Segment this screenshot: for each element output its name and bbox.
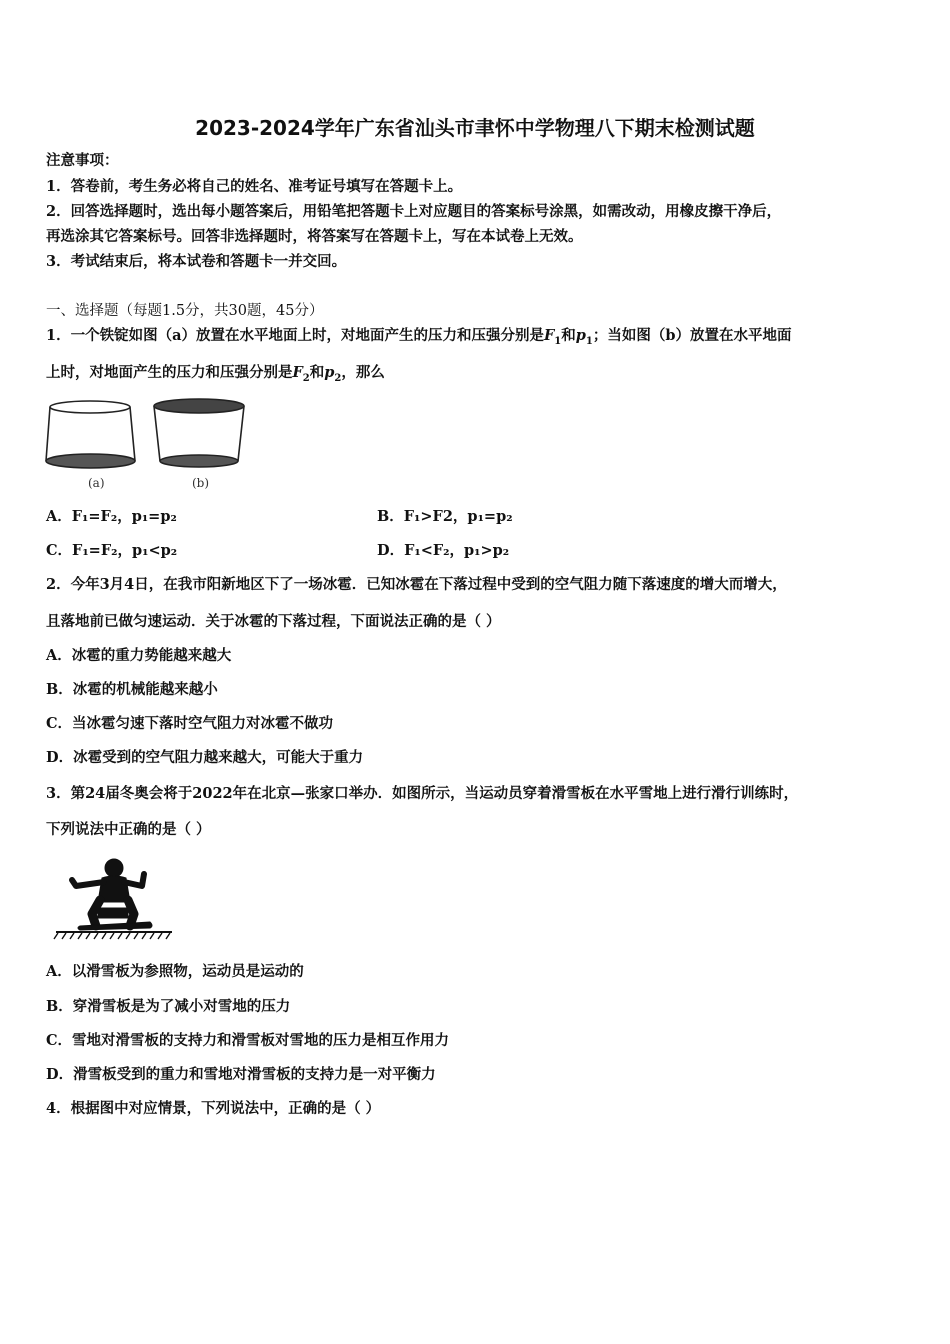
frustum-b — [154, 399, 244, 467]
q1-line1: 1．一个铁锭如图（a）放置在水平地面上时，对地面产生的压力和压强分别是$F_1$和$p_1$；当如图（b）放置在水平地面 — [46, 327, 792, 347]
section-heading: 一、选择题（每题1.5分，共30题，45分） — [46, 303, 324, 319]
q2-option-a[interactable]: A．冰雹的重力势能越来越大 — [46, 647, 232, 664]
page-title: 2023-2024学年广东省汕头市聿怀中学物理八下期末检测试题 — [195, 116, 755, 140]
q3-option-d[interactable]: D．滑雪板受到的重力和雪地对滑雪板的支持力是一对平衡力 — [46, 1066, 436, 1083]
q1-option-c[interactable]: C．F₁=F₂，p₁<p₂ — [46, 542, 178, 559]
q2-line1: 2．今年3月4日，在我市阳新地区下了一场冰雹．已知冰雹在下落过程中受到的空气阻力随下落速度的增大而增大， — [46, 576, 787, 593]
q2-option-b[interactable]: B．冰雹的机械能越来越小 — [46, 681, 218, 698]
notice-heading: 注意事项： — [46, 152, 119, 169]
q3-option-c[interactable]: C．雪地对滑雪板的支持力和滑雪板对雪地的压力是相互作用力 — [46, 1032, 450, 1049]
notice-item: 2．回答选择题时，选出每小题答案后，用铅笔把答题卡上对应题目的答案标号涂黑，如需改动，用橡皮擦干净后， — [46, 203, 782, 220]
q1-option-a[interactable]: A．F₁=F₂，p₁=p₂ — [46, 508, 177, 525]
q3-option-b[interactable]: B．穿滑雪板是为了减小对雪地的压力 — [46, 998, 291, 1015]
q3-line2: 下列说法中正确的是（ ） — [46, 821, 211, 838]
q1-line2: 上时，对地面产生的压力和压强分别是$F_2$和$p_2$，那么 — [46, 364, 385, 384]
q2-line2: 且落地前已做匀速运动．关于冰雹的下落过程，下面说法正确的是（ ） — [46, 613, 501, 630]
q1-option-b[interactable]: B．F₁>F2，p₁=p₂ — [377, 508, 513, 525]
q2-option-c[interactable]: C．当冰雹匀速下落时空气阻力对冰雹不做功 — [46, 715, 334, 732]
fig-label-a: (a) — [88, 476, 105, 490]
q3-line1: 3．第24届冬奥会将于2022年在北京—张家口举办．如图所示，当运动员穿着滑雪板在水平雪地上进行滑行训练时， — [46, 785, 799, 802]
frustum-a — [46, 401, 135, 468]
fig-label-b: (b) — [192, 476, 210, 490]
notice-item: 1．答卷前，考生务必将自己的姓名、准考证号填写在答题卡上。 — [46, 178, 463, 195]
frustum-figure — [44, 397, 249, 493]
notice-item: 再选涂其它答案标号。回答非选择题时，将答案写在答题卡上，写在本试卷上无效。 — [46, 228, 583, 245]
q1-option-d[interactable]: D．F₁<F₂，p₁>p₂ — [377, 542, 510, 559]
q3-option-a[interactable]: A．以滑雪板为参照物，运动员是运动的 — [46, 963, 304, 980]
q4-line1: 4．根据图中对应情景，下列说法中，正确的是（ ） — [46, 1100, 381, 1117]
notice-item: 3．考试结束后，将本试卷和答题卡一并交回。 — [46, 253, 347, 270]
q2-option-d[interactable]: D．冰雹受到的空气阻力越来越大，可能大于重力 — [46, 749, 364, 766]
snowboarder-figure — [54, 856, 174, 940]
